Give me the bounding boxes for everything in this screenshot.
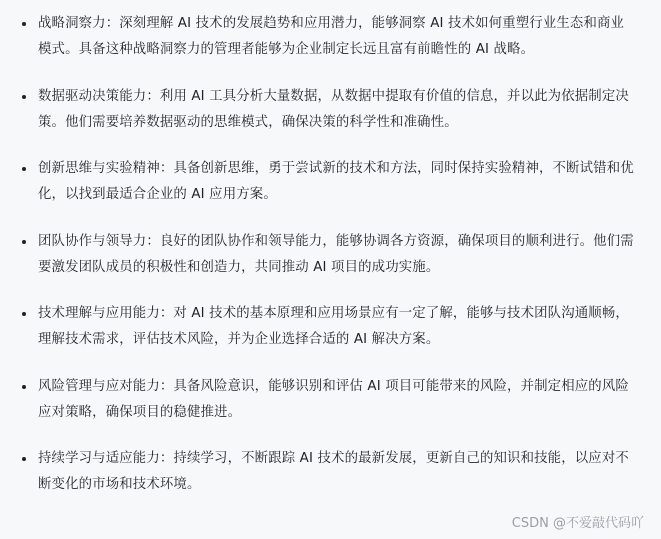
- list-item: [22, 84, 637, 136]
- list-item-text: 风险管理与应对能力：具备风险意识，能够识别和评估 AI 项目可能带来的风险，并制定相应的风险应对策略，确保项目的稳健推进。: [38, 378, 629, 420]
- list-item: [22, 156, 637, 208]
- bullet-dot-icon: [22, 312, 26, 316]
- bullet-dot-icon: [22, 457, 26, 461]
- list-item-text: 技术理解与应用能力：对 AI 技术的基本原理和应用场景应有一定了解，能够与技术团队沟通顺畅，理解技术需求，评估技术风险，并为企业选择合适的 AI 解决方案。: [38, 306, 629, 347]
- list-item-text: 创新思维与实验精神：具备创新思维，勇于尝试新的技术和方法，同时保持实验精神，不断试错和优化，以找到最适合企业的 AI 应用方案。: [38, 161, 634, 202]
- list-item: [22, 229, 637, 281]
- list-item: [22, 11, 637, 63]
- watermark: CSDN @不爱敲代码吖: [511, 516, 644, 531]
- list-item-text: 战略洞察力：深刻理解 AI 技术的发展趋势和应用潜力，能够洞察 AI 技术如何重塑行业生态和商业模式。具备这种战略洞察力的管理者能够为企业制定长远且富有前瞻性的 AI 战略。: [38, 16, 625, 57]
- list-item: [22, 374, 637, 426]
- bullet-dot-icon: [22, 167, 26, 171]
- bullet-dot-icon: [22, 95, 26, 99]
- list-item: [22, 301, 637, 353]
- bullet-dot-icon: [22, 240, 26, 244]
- bullet-dot-icon: [22, 385, 26, 389]
- list-item: [22, 446, 637, 498]
- list-item-text: 数据驱动决策能力：利用 AI 工具分析大量数据，从数据中提取有价值的信息，并以此为依据制定决策。他们需要培养数据驱动的思维模式，确保决策的科学性和准确性。: [38, 88, 629, 130]
- bullet-dot-icon: [22, 22, 26, 26]
- list-item-text: 持续学习与适应能力：持续学习，不断跟踪 AI 技术的最新发展，更新自己的知识和技能，以应对不断变化的市场和技术环境。: [38, 451, 629, 492]
- list-item-text: 团队协作与领导力：良好的团队协作和领导能力，能够协调各方资源，确保项目的顺利进行。他们需要激发团队成员的积极性和创造力，共同推动 AI 项目的成功实施。: [38, 233, 634, 275]
